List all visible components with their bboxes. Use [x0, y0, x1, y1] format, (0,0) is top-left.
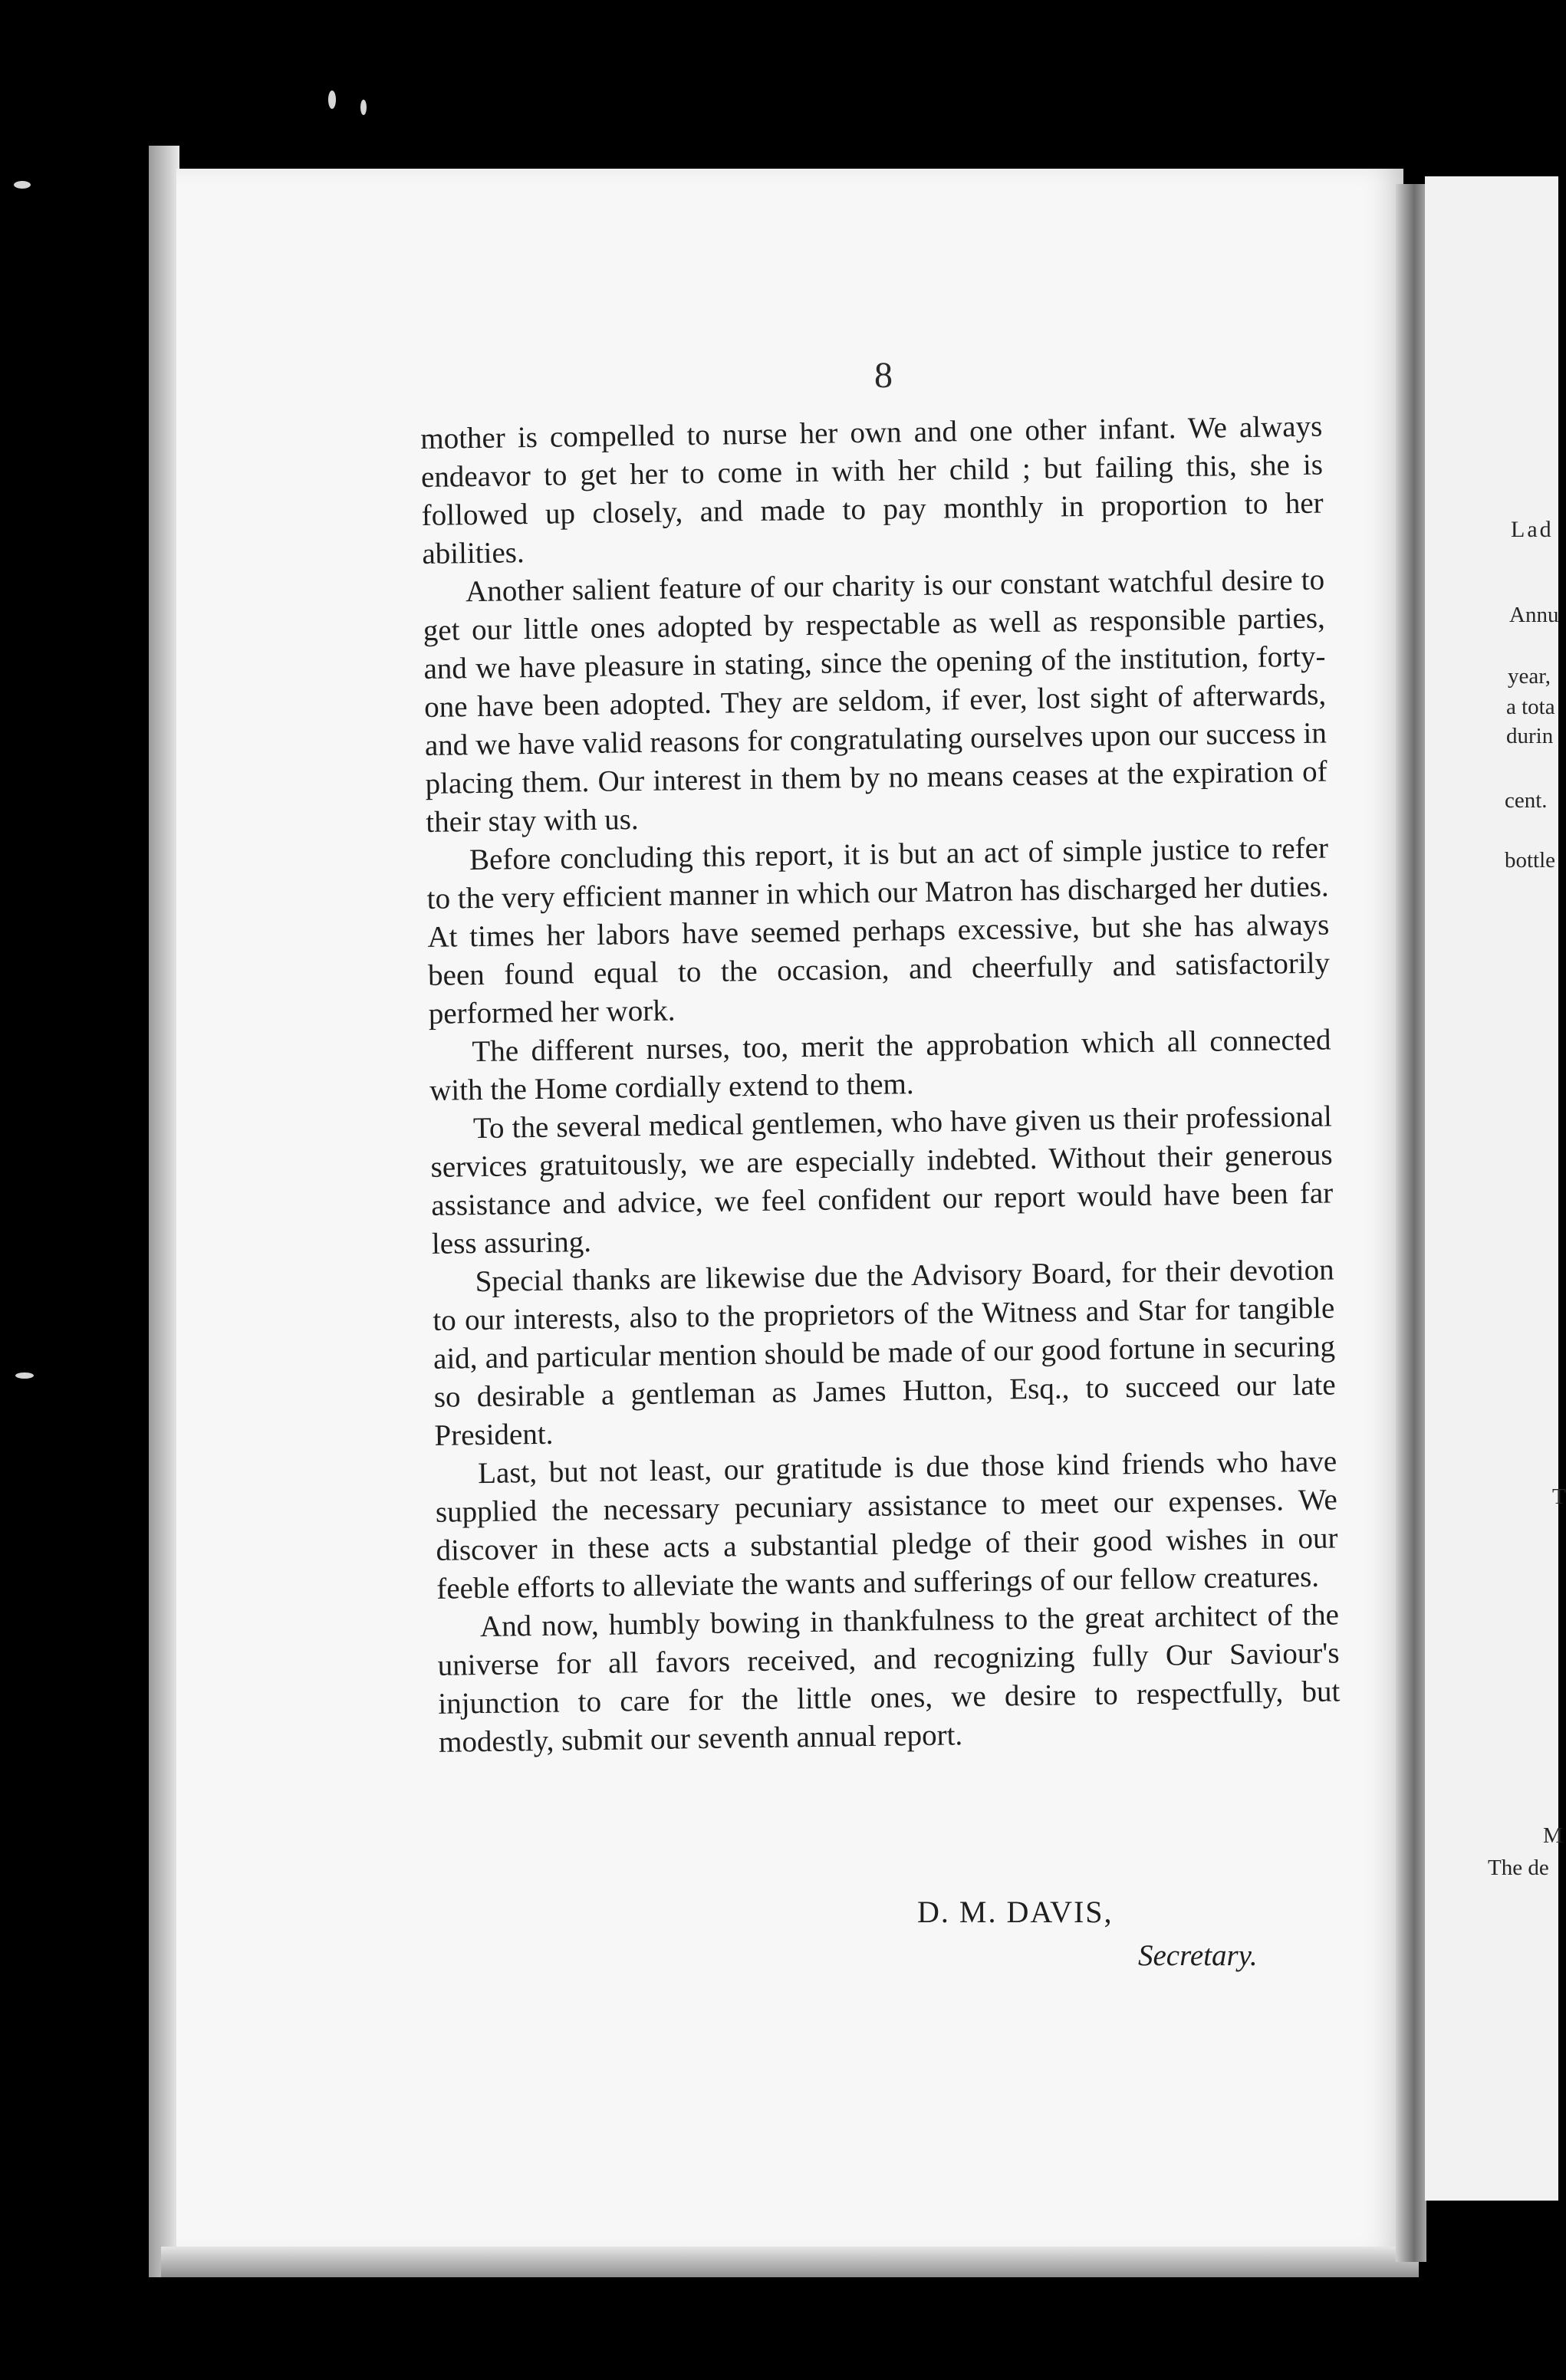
dust-speck	[360, 100, 367, 115]
facing-fragment: T	[1552, 1484, 1566, 1509]
page-bottom-edge	[161, 2247, 1419, 2277]
facing-fragment: Annu	[1509, 603, 1559, 627]
book-spine	[1396, 184, 1426, 2262]
body-text	[420, 408, 1341, 1762]
signature-name: D. M. DAVIS,	[917, 1895, 1114, 1929]
dust-speck	[328, 90, 336, 109]
paragraph: Last, but not least, our gratitude is due those kind friends who have supplied the necessary pecuniary assistance to meet our expenses. We discover in these acts a substantial pledge of their good wishes in our feeble efforts to alleviate the wants and sufferings of our fellow creatures.	[435, 1445, 1338, 1606]
paragraph: Another salient feature of our charity is our constant watchful desire to get our little ones adopted by respectable as well as responsible parties, and we have pleasure in stating, since the opening of the institution, forty-one have been adopted. They are seldom, if ever, lost sight of afterwards, and we have valid reasons for congratulating ourselves upon our success in placing them. Our interest in them by no means ceases at the expiration of their stay with us.	[423, 563, 1327, 839]
dust-speck	[14, 181, 31, 189]
paragraph: Before concluding this report, it is but an act of simple justice to refer to the very efficient manner in which our Matron has discharged her duties. At times her labors have seemed perhaps excessive, but she has always been found equal to the occasion, and cheerfully and satisfactorily performed her work.	[426, 831, 1331, 1031]
facing-fragment: a tota	[1506, 695, 1555, 719]
paragraph: mother is compelled to nurse her own and one other infant. We always endeavor to get her to come in with her child ; but failing this, she is followed up closely, and made to pay monthly in proportion to her abilities.	[420, 409, 1324, 570]
paragraph: To the several medical gentlemen, who have given us their professional services gratuitously, we are especially indebted. Without their generous assistance and advice, we feel confident our report would have been far less assuring.	[430, 1100, 1334, 1261]
paragraph: And now, humbly bowing in thankfulness to the great architect of the universe for all favors received, and recognizing fully Our Saviour's injunction to care for the little ones, we desire to respectfully, but modestly, submit our seventh annual report.	[437, 1598, 1341, 1759]
signature-title: Secretary.	[1138, 1939, 1258, 1972]
facing-fragment: durin	[1506, 724, 1554, 748]
paragraph: Special thanks are likewise due the Advisory Board, for their devotion to our interests, also to the proprietors of the Witness and Star for tangible aid, and particular mention should be made of our good fortune in securing so desirable a gentleman as James Hutton, Esq., to succeed our late President.	[433, 1253, 1336, 1452]
facing-fragment: Lad	[1511, 517, 1554, 542]
page-number: 8	[874, 355, 893, 396]
page-left-edge	[149, 146, 179, 2277]
facing-fragment: year,	[1508, 664, 1551, 689]
facing-fragment: cent.	[1505, 788, 1548, 813]
facing-fragment: The de	[1488, 1856, 1549, 1880]
facing-fragment: bottle	[1505, 848, 1556, 873]
facing-fragment: M	[1543, 1823, 1563, 1848]
facing-page	[1425, 176, 1566, 2201]
paragraph: The different nurses, too, merit the approbation which all connected with the Home cordially extend to them.	[429, 1023, 1331, 1107]
dust-speck	[15, 1372, 34, 1379]
